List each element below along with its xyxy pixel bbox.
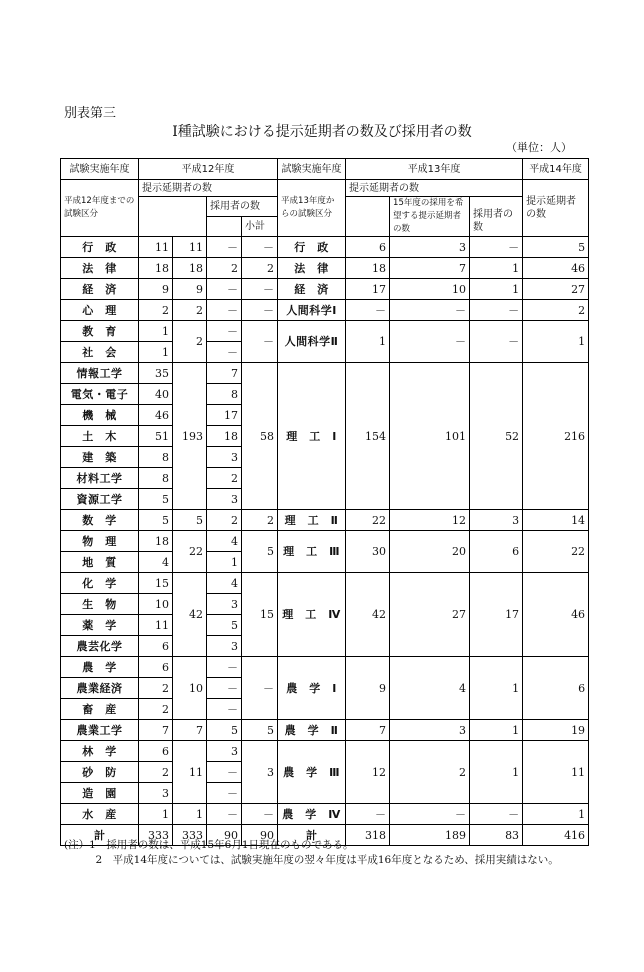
presented-12: 6 xyxy=(139,636,173,657)
hired-13: 1 xyxy=(470,741,523,804)
hired-12: － xyxy=(207,783,242,804)
presented-subtotal-12: 42 xyxy=(173,573,207,657)
presented-subtotal-12: 9 xyxy=(173,279,207,300)
presented-13: 154 xyxy=(346,363,390,510)
hired-12: － xyxy=(207,804,242,825)
hired-12: － xyxy=(207,657,242,678)
category-12: 生 物 xyxy=(61,594,139,615)
hired-12: 18 xyxy=(207,426,242,447)
presented-12: 35 xyxy=(139,363,173,384)
presented-13: 18 xyxy=(346,258,390,279)
table-row xyxy=(61,300,589,321)
wish-15: 3 xyxy=(390,720,470,741)
presented-12: 18 xyxy=(139,258,173,279)
category-12: 林 学 xyxy=(61,741,139,762)
presented-12: 2 xyxy=(139,678,173,699)
presented-13: 30 xyxy=(346,531,390,573)
category-12: 法 律 xyxy=(61,258,139,279)
presented-12: 51 xyxy=(139,426,173,447)
category-13: 理 工 Ⅱ xyxy=(278,510,346,531)
category-12: 農業経済 xyxy=(61,678,139,699)
hired-12: 3 xyxy=(207,594,242,615)
category-12: 造 園 xyxy=(61,783,139,804)
hired-12: 2 xyxy=(207,510,242,531)
presented-subtotal-12: 2 xyxy=(173,321,207,363)
presented-14: 2 xyxy=(523,300,589,321)
hired-13: 1 xyxy=(470,657,523,720)
presented-12: 5 xyxy=(139,510,173,531)
hired-subtotal-12: － xyxy=(242,804,278,825)
presented-13: 1 xyxy=(346,321,390,363)
presented-12: 18 xyxy=(139,531,173,552)
category-13: 農 学 Ⅳ xyxy=(278,804,346,825)
hired-subtotal-12: － xyxy=(242,279,278,300)
wish-15: － xyxy=(390,300,470,321)
hired-12: － xyxy=(207,237,242,258)
category-13: 法 律 xyxy=(278,258,346,279)
note-2: 2 平成14年度については、試験実施年度の翌々年度は平成16年度となるため、採用実績はない。 xyxy=(64,854,559,866)
category-12: 資源工学 xyxy=(61,489,139,510)
wish-15: 20 xyxy=(390,531,470,573)
hired-subtotal-12: 58 xyxy=(242,363,278,510)
hired-subtotal-12: － xyxy=(242,657,278,720)
category-12: 畜 産 xyxy=(61,699,139,720)
category-12: 土 木 xyxy=(61,426,139,447)
hired-13: 52 xyxy=(470,363,523,510)
presented-12: 6 xyxy=(139,741,173,762)
hired-13: 3 xyxy=(470,510,523,531)
category-12: 経 済 xyxy=(61,279,139,300)
table-row xyxy=(61,258,589,279)
hired-subtotal-12: 5 xyxy=(242,720,278,741)
category-12: 建 築 xyxy=(61,447,139,468)
category-12: 農業工学 xyxy=(61,720,139,741)
hired-12: 17 xyxy=(207,405,242,426)
data-table xyxy=(60,158,589,846)
table-row xyxy=(61,510,589,531)
header-presented-13: 提示延期者の数 xyxy=(346,180,523,197)
presented-13: 9 xyxy=(346,657,390,720)
table-row xyxy=(61,804,589,825)
hired-12: 3 xyxy=(207,741,242,762)
presented-12: 5 xyxy=(139,489,173,510)
hired-12: 2 xyxy=(207,468,242,489)
total-presented-subtotal-12: 333 xyxy=(173,825,207,846)
presented-14: 5 xyxy=(523,237,589,258)
hired-12: 3 xyxy=(207,447,242,468)
presented-12: 3 xyxy=(139,783,173,804)
hired-12: － xyxy=(207,321,242,342)
header-blank-hired xyxy=(207,217,242,237)
hired-12: － xyxy=(207,678,242,699)
total-label-13: 計 xyxy=(278,825,346,846)
table-title: Ⅰ種試験における提示延期者の数及び採用者の数 xyxy=(172,124,472,140)
wish-15: 10 xyxy=(390,279,470,300)
category-13: 人間科学Ⅱ xyxy=(278,321,346,363)
category-12: 材料工学 xyxy=(61,468,139,489)
hired-12: － xyxy=(207,342,242,363)
presented-12: 1 xyxy=(139,342,173,363)
category-12: 心 理 xyxy=(61,300,139,321)
presented-12: 1 xyxy=(139,321,173,342)
presented-14: 6 xyxy=(523,657,589,720)
presented-14: 27 xyxy=(523,279,589,300)
total-wish-15: 189 xyxy=(390,825,470,846)
hired-13: 17 xyxy=(470,573,523,657)
total-presented-14: 416 xyxy=(523,825,589,846)
presented-14: 1 xyxy=(523,321,589,363)
wish-15: 2 xyxy=(390,741,470,804)
presented-13: 22 xyxy=(346,510,390,531)
presented-12: 46 xyxy=(139,405,173,426)
wish-15: 7 xyxy=(390,258,470,279)
category-12: 砂 防 xyxy=(61,762,139,783)
wish-15: 27 xyxy=(390,573,470,657)
hired-12: 7 xyxy=(207,363,242,384)
hired-subtotal-12: 15 xyxy=(242,573,278,657)
presented-12: 8 xyxy=(139,447,173,468)
hired-subtotal-12: － xyxy=(242,300,278,321)
presented-12: 40 xyxy=(139,384,173,405)
presented-subtotal-12: 5 xyxy=(173,510,207,531)
notes xyxy=(64,838,559,868)
hired-12: 2 xyxy=(207,258,242,279)
category-13: 理 工 Ⅰ xyxy=(278,363,346,510)
header-presented-14: 提示延期者の数 xyxy=(523,180,589,237)
presented-14: 11 xyxy=(523,741,589,804)
header-blank-presented xyxy=(139,197,207,237)
hired-12: － xyxy=(207,300,242,321)
table-row xyxy=(61,720,589,741)
presented-subtotal-12: 11 xyxy=(173,237,207,258)
hired-subtotal-12: 2 xyxy=(242,258,278,279)
presented-subtotal-12: 1 xyxy=(173,804,207,825)
hired-13: － xyxy=(470,300,523,321)
hired-13: 1 xyxy=(470,279,523,300)
table-row xyxy=(61,573,589,594)
header-hired-12: 採用者の数 xyxy=(207,197,278,217)
category-13: 経 済 xyxy=(278,279,346,300)
hired-13: 1 xyxy=(470,720,523,741)
hired-subtotal-12: 2 xyxy=(242,510,278,531)
hired-12: 1 xyxy=(207,552,242,573)
header-exam-year-1: 試験実施年度 xyxy=(61,159,139,180)
presented-subtotal-12: 193 xyxy=(173,363,207,510)
appendix-heading: 別表第三 xyxy=(64,106,117,121)
hired-12: 5 xyxy=(207,720,242,741)
category-13: 農 学 Ⅲ xyxy=(278,741,346,804)
category-13: 理 工 Ⅳ xyxy=(278,573,346,657)
category-13: 人間科学Ⅰ xyxy=(278,300,346,321)
header-blank-13 xyxy=(346,197,390,237)
hired-12: 5 xyxy=(207,615,242,636)
hired-subtotal-12: － xyxy=(242,321,278,363)
wish-15: － xyxy=(390,804,470,825)
hired-12: 3 xyxy=(207,489,242,510)
total-hired-12: 90 xyxy=(207,825,242,846)
header-h12: 平成12年度 xyxy=(139,159,278,180)
hired-12: － xyxy=(207,279,242,300)
presented-12: 6 xyxy=(139,657,173,678)
presented-12: 7 xyxy=(139,720,173,741)
table-row xyxy=(61,321,589,342)
presented-14: 46 xyxy=(523,573,589,657)
header-hired-13: 採用者の数 xyxy=(470,197,523,237)
hired-12: － xyxy=(207,762,242,783)
presented-12: 15 xyxy=(139,573,173,594)
presented-subtotal-12: 10 xyxy=(173,657,207,720)
header-category-13: 平成13年度からの試験区分 xyxy=(278,180,346,237)
table-row xyxy=(61,741,589,762)
presented-12: 2 xyxy=(139,762,173,783)
header-h14: 平成14年度 xyxy=(523,159,589,180)
category-13: 農 学 Ⅱ xyxy=(278,720,346,741)
table-row xyxy=(61,657,589,678)
presented-14: 22 xyxy=(523,531,589,573)
presented-subtotal-12: 11 xyxy=(173,741,207,804)
hired-12: － xyxy=(207,699,242,720)
total-label-12: 計 xyxy=(61,825,139,846)
presented-12: 8 xyxy=(139,468,173,489)
presented-12: 4 xyxy=(139,552,173,573)
category-12: 物 理 xyxy=(61,531,139,552)
category-12: 電気・電子 xyxy=(61,384,139,405)
total-presented-12: 333 xyxy=(139,825,173,846)
unit-label: （単位：人） xyxy=(506,141,572,154)
category-12: 数 学 xyxy=(61,510,139,531)
presented-14: 46 xyxy=(523,258,589,279)
presented-13: 6 xyxy=(346,237,390,258)
presented-13: 7 xyxy=(346,720,390,741)
wish-15: － xyxy=(390,321,470,363)
category-13: 行 政 xyxy=(278,237,346,258)
presented-13: 12 xyxy=(346,741,390,804)
presented-13: － xyxy=(346,804,390,825)
wish-15: 101 xyxy=(390,363,470,510)
presented-14: 19 xyxy=(523,720,589,741)
header-h13: 平成13年度 xyxy=(346,159,523,180)
hired-13: － xyxy=(470,237,523,258)
wish-15: 4 xyxy=(390,657,470,720)
presented-14: 1 xyxy=(523,804,589,825)
presented-12: 1 xyxy=(139,804,173,825)
presented-12: 9 xyxy=(139,279,173,300)
category-12: 薬 学 xyxy=(61,615,139,636)
hired-13: － xyxy=(470,321,523,363)
category-13: 農 学 Ⅰ xyxy=(278,657,346,720)
header-wish-15: 15年度の採用を希望する提示延期者の数 xyxy=(390,197,470,237)
total-presented-13: 318 xyxy=(346,825,390,846)
table-row xyxy=(61,237,589,258)
category-12: 水 産 xyxy=(61,804,139,825)
hired-12: 4 xyxy=(207,573,242,594)
hired-13: － xyxy=(470,804,523,825)
header-subtotal-hired: 小計 xyxy=(242,217,278,237)
presented-12: 11 xyxy=(139,237,173,258)
table-row xyxy=(61,531,589,552)
presented-12: 2 xyxy=(139,699,173,720)
table-row xyxy=(61,279,589,300)
hired-12: 4 xyxy=(207,531,242,552)
presented-12: 11 xyxy=(139,615,173,636)
presented-subtotal-12: 18 xyxy=(173,258,207,279)
header-presented-12: 提示延期者の数 xyxy=(139,180,278,197)
presented-subtotal-12: 2 xyxy=(173,300,207,321)
hired-13: 6 xyxy=(470,531,523,573)
category-12: 農 学 xyxy=(61,657,139,678)
header-category-12: 平成12年度までの試験区分 xyxy=(61,180,139,237)
hired-subtotal-12: 5 xyxy=(242,531,278,573)
wish-15: 3 xyxy=(390,237,470,258)
note-1: (注）1 採用者の数は、平成15年6月1日現在のものである。 xyxy=(64,839,354,851)
category-12: 機 械 xyxy=(61,405,139,426)
header-exam-year-2: 試験実施年度 xyxy=(278,159,346,180)
category-12: 地 質 xyxy=(61,552,139,573)
presented-13: 42 xyxy=(346,573,390,657)
hired-12: 3 xyxy=(207,636,242,657)
category-12: 化 学 xyxy=(61,573,139,594)
presented-14: 216 xyxy=(523,363,589,510)
presented-13: － xyxy=(346,300,390,321)
hired-13: 1 xyxy=(470,258,523,279)
total-hired-subtotal-12: 90 xyxy=(242,825,278,846)
presented-12: 2 xyxy=(139,300,173,321)
category-12: 農芸化学 xyxy=(61,636,139,657)
category-12: 情報工学 xyxy=(61,363,139,384)
hired-subtotal-12: － xyxy=(242,237,278,258)
hired-subtotal-12: 3 xyxy=(242,741,278,804)
total-hired-13: 83 xyxy=(470,825,523,846)
category-12: 行 政 xyxy=(61,237,139,258)
category-12: 教 育 xyxy=(61,321,139,342)
category-13: 理 工 Ⅲ xyxy=(278,531,346,573)
presented-subtotal-12: 7 xyxy=(173,720,207,741)
category-12: 社 会 xyxy=(61,342,139,363)
presented-12: 10 xyxy=(139,594,173,615)
presented-subtotal-12: 22 xyxy=(173,531,207,573)
table-row xyxy=(61,363,589,384)
presented-14: 14 xyxy=(523,510,589,531)
hired-12: 8 xyxy=(207,384,242,405)
presented-13: 17 xyxy=(346,279,390,300)
wish-15: 12 xyxy=(390,510,470,531)
